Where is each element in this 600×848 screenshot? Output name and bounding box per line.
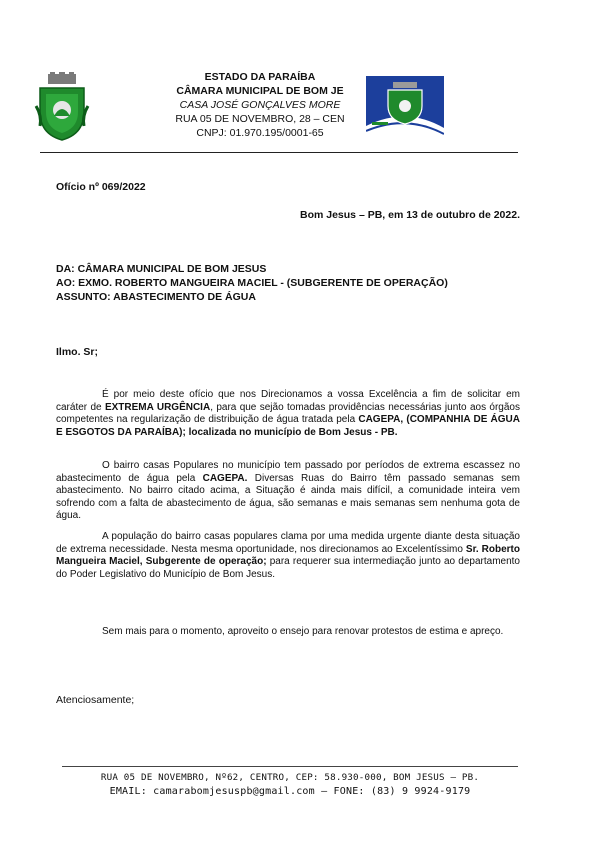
letterhead-house: CASA JOSÉ GONÇALVES MORE	[179, 99, 341, 111]
chamber-emblem	[366, 76, 444, 138]
letter-number: Ofício nº 069/2022	[56, 181, 146, 193]
p3-text-a: A população do bairro casas populares clama por uma medida urgente diante desta situação de extrema necessidade. Nesta mesma oportunidade, nos direcionamos ao Excelentíssimo	[56, 531, 520, 555]
p2-text-c: Diversas Ruas do Bairro têm passado semanas sem abastecimento. No bairro citado acima, a Situação é ainda mais difícil, a comunidade inteira vem sofrendo com a falta de abastecimento de água, são semanas e mais semanas sem nenhuma gota de água.	[56, 472, 520, 522]
p1-text-c: , para que sejão tomadas providências necessárias junto aos órgãos competentes na regularização de distribuição de água tratada pela	[56, 401, 520, 426]
footer-divider	[62, 766, 518, 767]
letterhead	[160, 70, 360, 140]
paragraph-appeal	[56, 531, 520, 581]
letter-date: Bom Jesus – PB, em 13 de outubro de 2022.	[300, 209, 520, 221]
p1-urgency: EXTREMA URGÊNCIA	[104, 401, 211, 413]
p2-text-a: O bairro casas Populares no município tem passado por períodos de extrema escassez no abastecimento de água pela	[56, 460, 520, 484]
letterhead-state: ESTADO DA PARAÍBA	[204, 71, 316, 83]
letterhead-address: RUA 05 DE NOVEMBRO, 28 – CEN	[175, 113, 345, 125]
letterhead-cnpj: CNPJ: 01.970.195/0001-65	[196, 127, 324, 139]
paragraph-situation	[56, 460, 520, 523]
paragraph-request	[56, 389, 520, 439]
salutation: Ilmo. Sr;	[56, 346, 99, 358]
p1-cagepa: CAGEPA, (COMPANHIA DE ÁGUA E ESGOTOS DA PARAÍBA); localizada no município de Bom Jesus - PB.	[56, 414, 521, 438]
letter-subject: ASSUNTO: ABASTECIMENTO DE ÁGUA	[56, 291, 256, 303]
letter-from: DA: CÂMARA MUNICIPAL DE BOM JESUS	[56, 263, 267, 275]
letterhead-chamber: CÂMARA MUNICIPAL DE BOM JE	[176, 85, 344, 97]
footer-address: RUA 05 DE NOVEMBRO, Nº62, CENTRO, CEP: 58.930-000, BOM JESUS – PB.	[100, 772, 480, 783]
header-divider	[40, 152, 518, 153]
addressing-block	[56, 262, 448, 304]
p3-recipient: Sr. Roberto Mangueira Maciel, Subgerente de operação;	[56, 543, 520, 568]
p3-text-c: para requerer sua intermediação junto ao departamento do Poder Legislativo do Município de Bom Jesus.	[56, 556, 520, 580]
letter-to: AO: EXMO. ROBERTO MANGUEIRA MACIEL - (SUBGERENTE DE OPERAÇÃO)	[56, 277, 448, 289]
p1-text-a: É por meio deste ofício que nos Direcionamos a vossa Excelência a fim de solicitar em caráter de	[56, 389, 520, 413]
paragraph-closing	[56, 626, 520, 639]
p4-text: Sem mais para o momento, aproveito o ensejo para renovar protestos de estima e apreço.	[102, 626, 504, 637]
footer-contact: EMAIL: camarabomjesuspb@gmail.com – FONE: (83) 9 9924-9179	[109, 786, 471, 797]
municipal-coat-of-arms	[34, 72, 90, 142]
signoff: Atenciosamente;	[56, 694, 135, 706]
p2-cagepa: CAGEPA.	[202, 472, 248, 484]
